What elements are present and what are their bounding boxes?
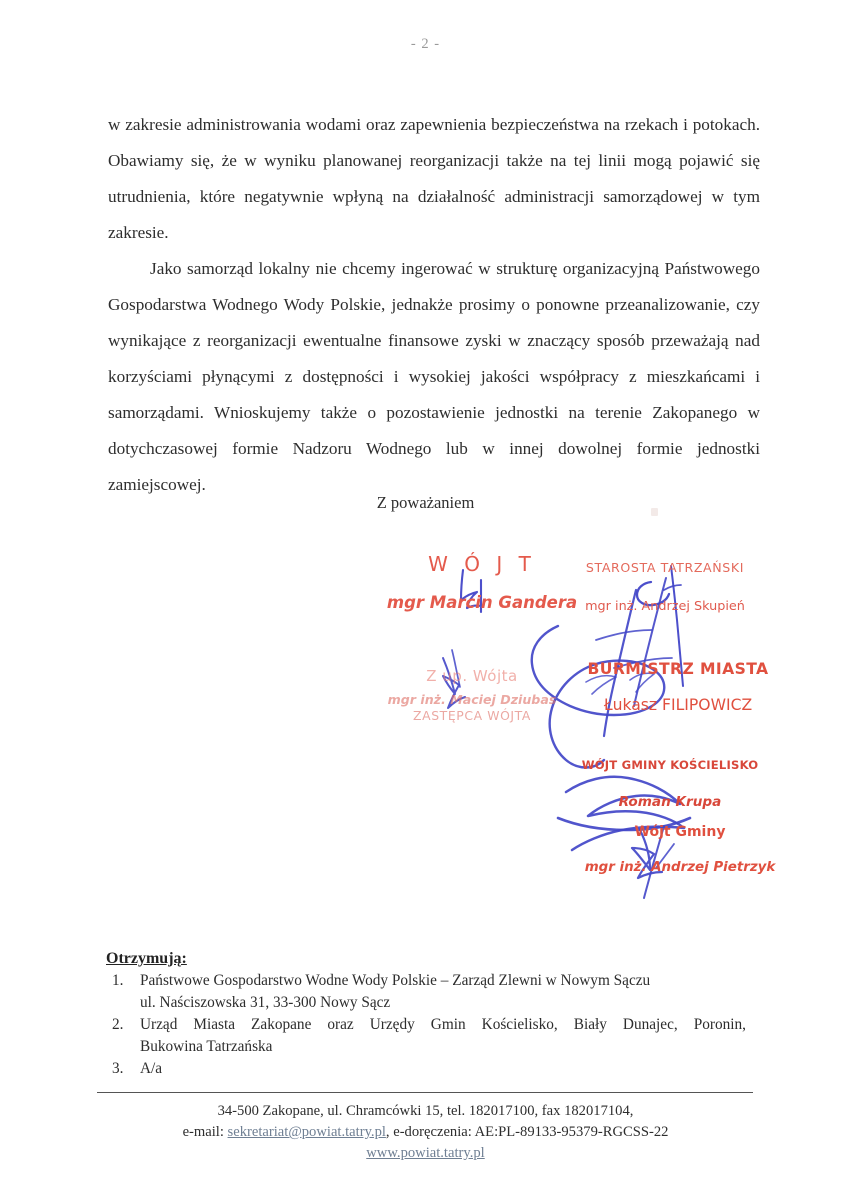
list-item xyxy=(106,970,746,1013)
list-item-line1: Państwowe Gospodarstwo Wodne Wody Polskie – Zarząd Zlewni w Nowym Sączu xyxy=(140,972,651,989)
list-item-number: 2. xyxy=(112,1016,124,1033)
recipients-section xyxy=(106,950,746,1080)
paragraph-1: w zakresie administrowania wodami oraz zapewnienia bezpieczeństwa na rzekach i potokach. Obawiamy się, że w wyniku planowanej reorganizacji także na tej linii mogą pojawić się utrudnienia, które negatywnie wpłyną na działalność administracji samorządowej w tym zakresie. xyxy=(108,115,760,242)
stamp-wojt-gminy-koscielisko xyxy=(570,758,770,811)
stamp-role-label: Wójt Gminy xyxy=(634,824,726,840)
document-body xyxy=(108,107,760,503)
stamp-role-label: W Ó J T xyxy=(428,552,536,576)
recipients-title: Otrzymują: xyxy=(106,950,187,967)
footer-divider xyxy=(97,1092,753,1093)
list-item xyxy=(106,1058,746,1080)
stamp-starosta-tatrzanski xyxy=(560,560,770,615)
list-item xyxy=(106,1014,746,1057)
list-item-number: 1. xyxy=(112,972,124,989)
website-link[interactable]: www.powiat.tatry.pl xyxy=(366,1145,485,1161)
recipients-list xyxy=(106,970,746,1080)
list-item-line1: A/a xyxy=(140,1060,163,1077)
stamp-role-secondary-label: ZASTĘPCA WÓJTA xyxy=(413,708,531,724)
footer-address-line: 34-500 Zakopane, ul. Chramcówki 15, tel. 182017100, fax 182017104, xyxy=(217,1103,634,1119)
paragraph-2: Jako samorząd lokalny nie chcemy ingerować w strukturę organizacyjną Państwowego Gospodarstwa Wodnego Wody Polskie, jednakże prosimy o ponowne przeanalizowanie, czy wynikające z reorganizacji ewentualne finansowe zyski w znaczący sposób przeważają nad korzyściami płynącymi z dostępności i wysokiej jakości współpracy z mieszkańcami i samorządami. Wnioskujemy także o pozostawienie jednostki na terenie Zakopanego w dotychczasowej formie Nadzoru Wodnego lub w innej dowolnej formie jednostki zamiejscowej. xyxy=(108,259,760,494)
stamp-person-label: Roman Krupa xyxy=(618,794,722,811)
page-number: - 2 - xyxy=(410,36,441,52)
stamp-person-label: Łukasz FILIPOWICZ xyxy=(603,696,753,715)
footer xyxy=(0,1101,851,1164)
footer-website-line xyxy=(0,1143,851,1164)
stamp-role-label: WÓJT GMINY KOŚCIELISKO xyxy=(581,758,759,772)
list-item-line2: ul. Naściszowska 31, 33-300 Nowy Sącz xyxy=(140,993,391,1011)
stamp-person-label: mgr inż. Maciej Dziubas xyxy=(387,691,557,707)
list-item-line1: Urząd Miasta Zakopane oraz Urzędy Gmin Kościelisko, Biały Dunajec, Poronin, xyxy=(140,1016,746,1033)
closing-salutation: Z poważaniem xyxy=(376,493,475,512)
faint-smudge-mark xyxy=(651,508,658,516)
stamp-zastepca-wojta xyxy=(372,667,572,724)
stamp-burmistrz-miasta xyxy=(578,660,778,716)
stamp-role-label: Z up. Wójta xyxy=(426,667,518,685)
stamp-wojt-gminy-pietrzyk xyxy=(580,824,780,876)
stamp-person-label: mgr inż. Andrzej Pietrzyk xyxy=(584,859,776,875)
footer-email-label: e-mail: xyxy=(182,1124,228,1140)
list-item-number: 3. xyxy=(112,1060,124,1077)
email-link[interactable]: sekretariat@powiat.tatry.pl xyxy=(227,1124,386,1140)
stamp-role-label: STAROSTA TATRZAŃSKI xyxy=(585,560,745,575)
stamp-role-label: BURMISTRZ MIASTA xyxy=(587,660,769,678)
footer-contact-line xyxy=(0,1122,851,1143)
stamp-person-label: mgr inż. Andrzej Skupień xyxy=(585,598,745,614)
list-item-line2: Bukowina Tatrzańska xyxy=(140,1037,273,1055)
footer-edelivery-label: , e-doręczenia: AE:PL-89133-95379-RGCSS-22 xyxy=(385,1124,669,1140)
signature-zone xyxy=(0,530,851,930)
stamp-person-label: mgr Marcin Gandera xyxy=(386,593,578,612)
